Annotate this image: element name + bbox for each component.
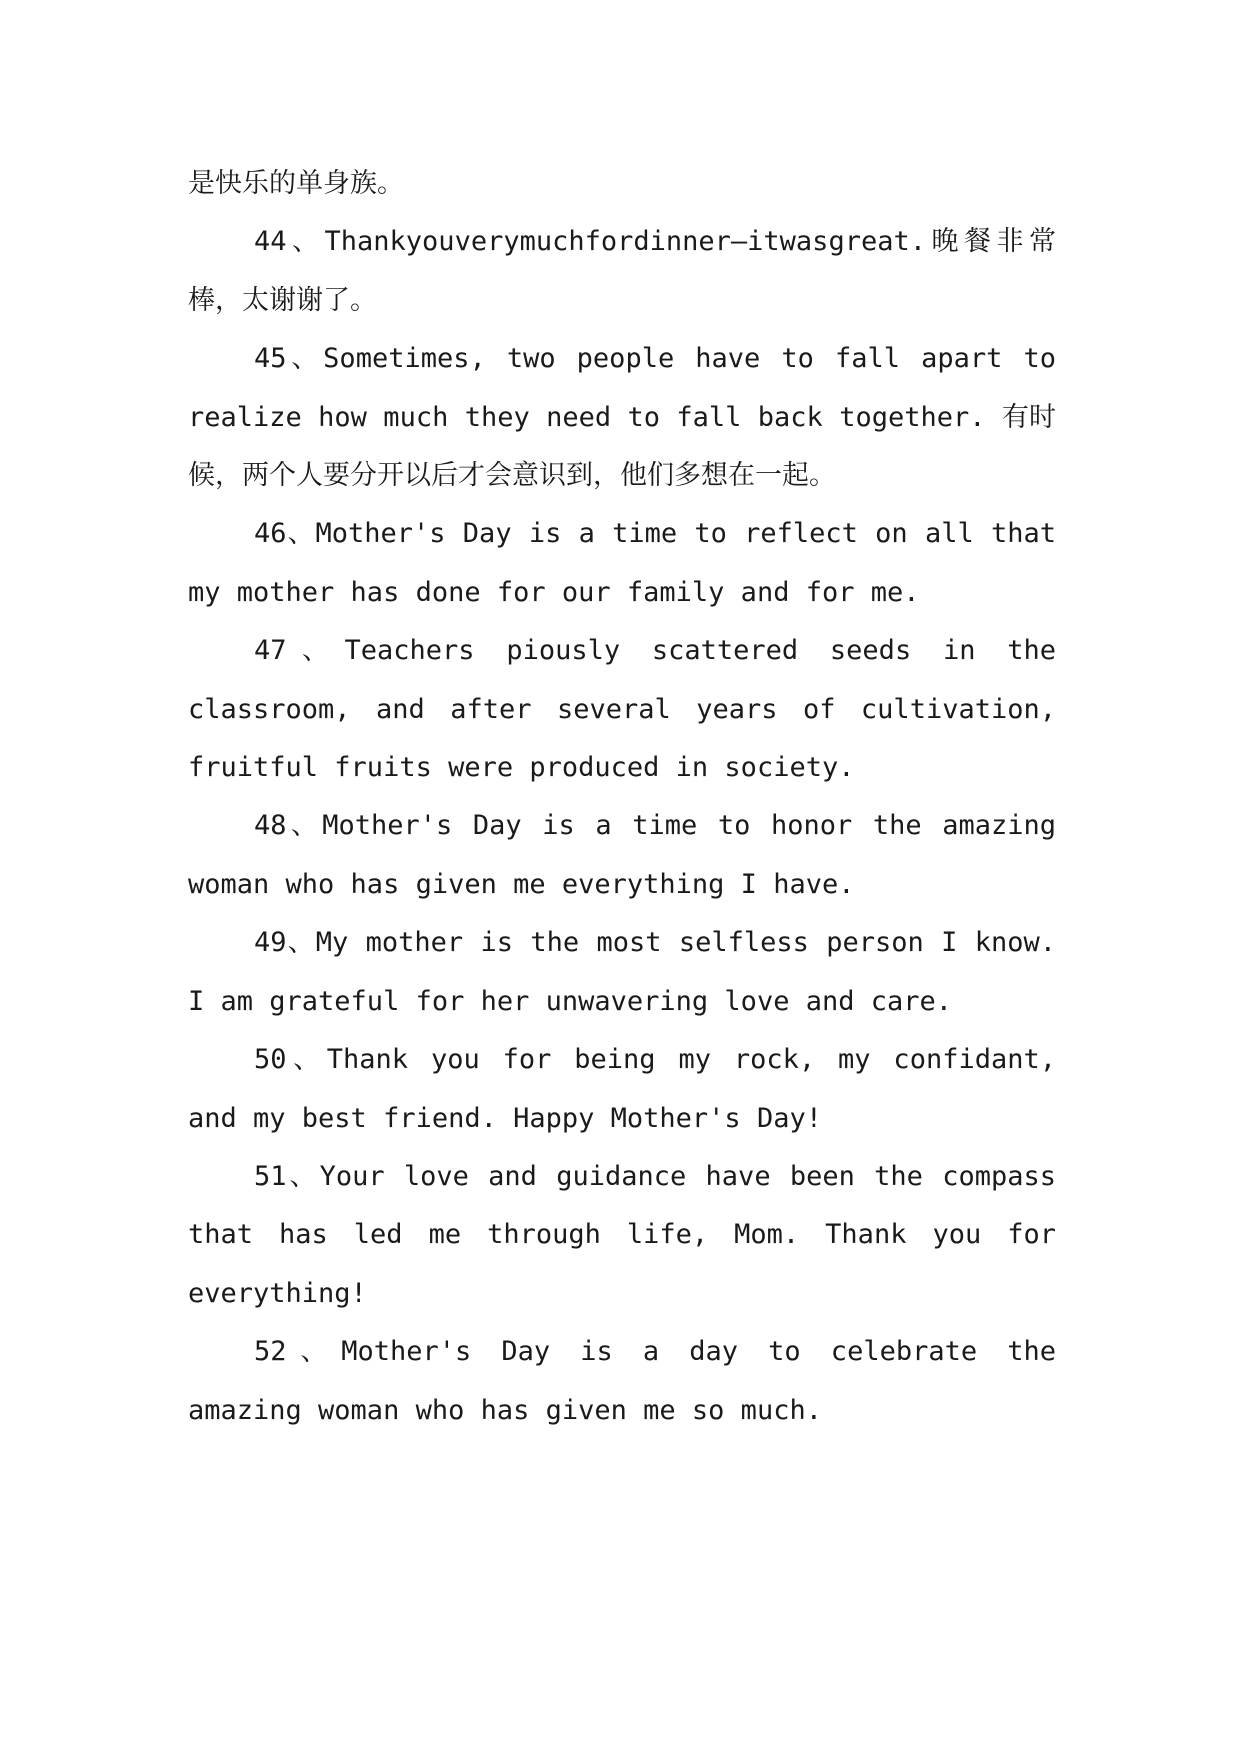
paragraph-52: 52、Mother's Day is a day to celebrate the amazing woman who has given me so much. (188, 1336, 1056, 1426)
paragraph-49: 49、My mother is the most selfless person I know. I am grateful for her unwavering love and care. (188, 927, 1056, 1017)
paragraph-51: 51、Your love and guidance have been the compass that has led me through life, Mom. Thank you for everything! (188, 1160, 1056, 1309)
paragraph-44: 44、Thankyouverymuchfordinner–itwasgreat.晚餐非常棒，太谢谢了。 (188, 226, 1056, 316)
paragraph-continuation: 是快乐的单身族。 (188, 168, 404, 199)
paragraph-47: 47、Teachers piously scattered seeds in the classroom, and after several years of cultivation, fruitful fruits were produced in society. (188, 635, 1056, 784)
body-text (188, 155, 1056, 1440)
paragraph-46: 46、Mother's Day is a time to reflect on all that my mother has done for our family and for me. (188, 518, 1056, 608)
paragraph-45: 45、Sometimes, two people have to fall apart to realize how much they need to fall back together. 有时候，两个人要分开以后才会意识到，他们多想在一起。 (188, 343, 1056, 492)
paragraph-50: 50、Thank you for being my rock, my confidant, and my best friend. Happy Mother's Day! (188, 1044, 1056, 1134)
paragraph-48: 48、Mother's Day is a time to honor the amazing woman who has given me everything I have. (188, 810, 1056, 900)
